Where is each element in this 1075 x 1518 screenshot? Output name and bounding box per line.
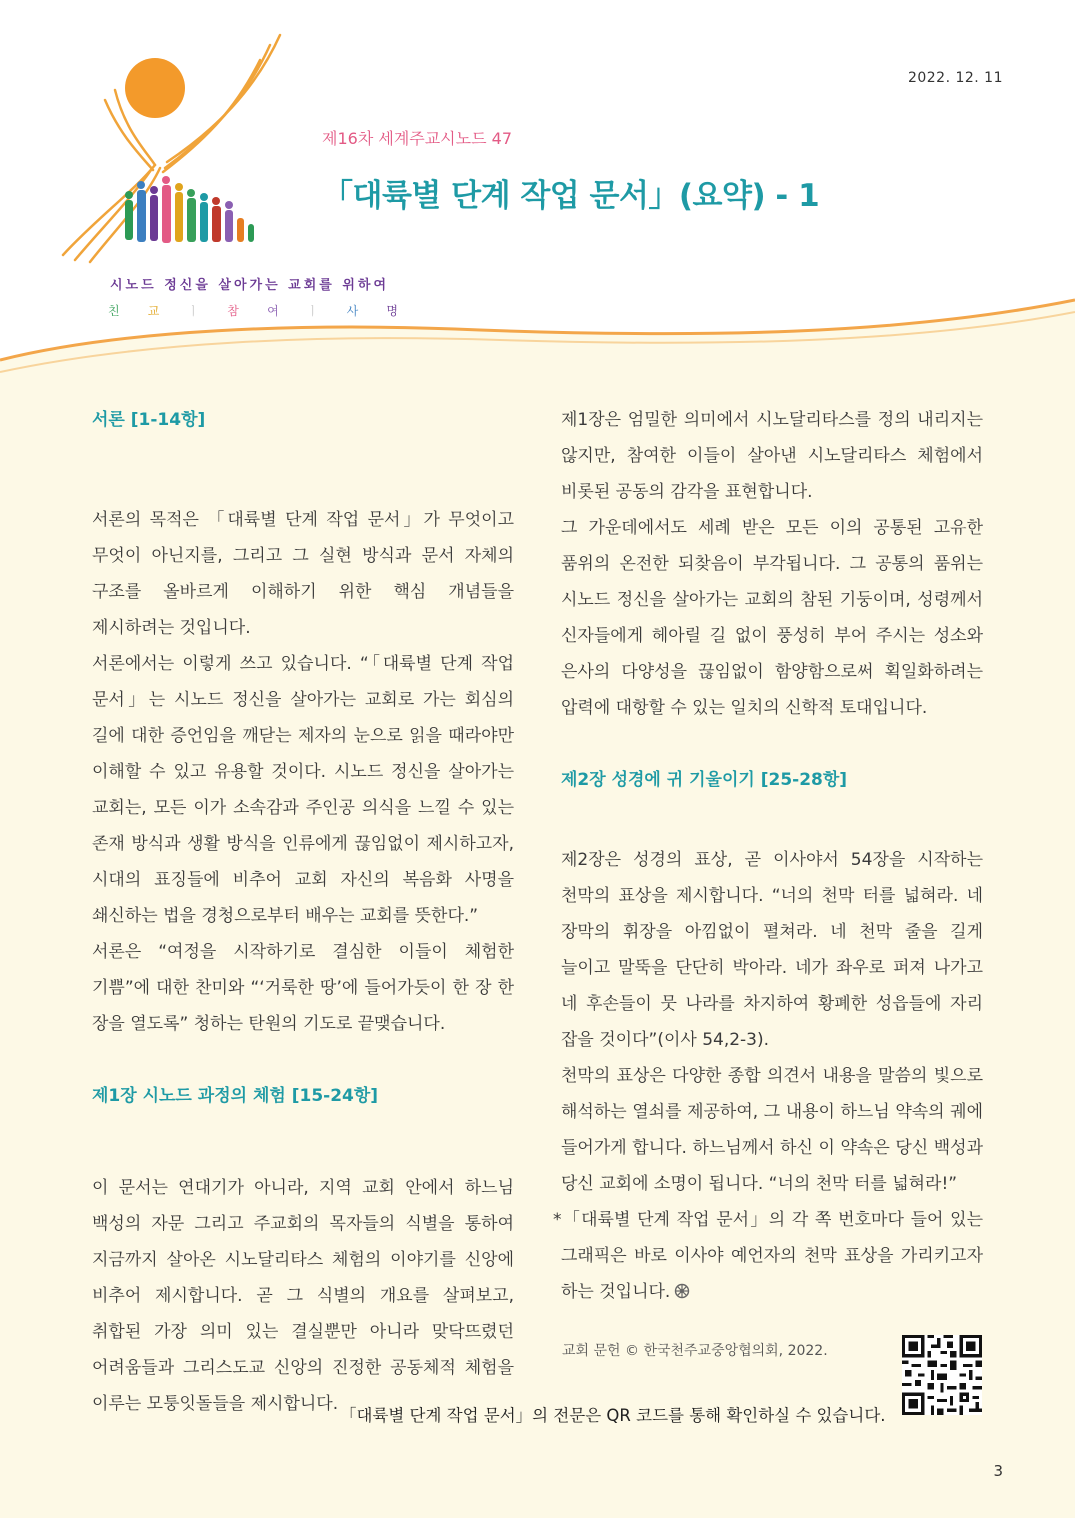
section-heading-introduction: 서론 [1-14항]	[92, 410, 206, 430]
section-heading-chapter2: 제2장 성경에 귀 기울이기 [25-28항]	[561, 770, 848, 790]
page-title: 「대륙별 단계 작업 문서」(요약) - 1	[322, 178, 820, 214]
synod-keywords	[108, 302, 398, 319]
paragraph: 이 문서는 연대기가 아니라, 지역 교회 안에서 하느님 백성의 자문 그리고 주교회의 목자들의 식별을 통하여 지금까지 살아온 시노달리타스 체험의 이야기를 신앙에 비추어 제시합니다. 곧 그 식별의 개요를 살펴보고, 취합된 가장 의미 있는 결실뿐만 아니라 맞닥뜨렸던 어려움들과 그리스도교 신앙의 진정한 공동체적 체험을 이루는 모퉁잇돌들을 제시합니다.	[92, 1178, 514, 1414]
keyword-separator: ㅣ	[306, 304, 319, 318]
keyword-char: 친	[108, 304, 120, 318]
paragraph: 서론에서는 이렇게 쓰고 있습니다. “「대륙별 단계 작업 문서」는 시노드 정신을 살아가는 교회로 가는 회심의 길에 대한 증언임을 깨닫는 제자의 눈으로 읽을 때라야만 이해할 수 있고 유용할 것이다. 시노드 정신을 살아가는 교회는, 모든 이가 소속감과 주인공 의식을 느낄 수 있는 존재 방식과 생활 방식을 인류에게 끊임없이 제시하고자, 시대의 표징들에 비추어 교회 자신의 복음화 사명을 쇄신하는 법을 경청으로부터 배우는 교회를 뜻한다.”	[92, 654, 514, 926]
paragraph: 제1장은 엄밀한 의미에서 시노달리타스를 정의 내리지는 않지만, 참여한 이들이 살아낸 시노달리타스 체험에서 비롯된 공동의 감각을 표현합니다.	[561, 410, 983, 502]
keyword-char: 참	[227, 304, 239, 318]
keyword-char: 명	[386, 304, 398, 318]
paragraph: 그 가운데에서도 세례 받은 모든 이의 공통된 고유한 품위의 온전한 되찾음이 부각됩니다. 그 공통의 품위는 시노드 정신을 살아가는 교회의 참된 기둥이며, 성령께서 신자들에게 헤아릴 길 없이 풍성히 부어 주시는 성소와 은사의 다양성을 끊임없이 함양함으로써 획일화하려는 압력에 대항할 수 있는 일치의 신학적 토대입니다.	[561, 518, 983, 718]
paragraph: 제2장은 성경의 표상, 곧 이사야서 54장을 시작하는 천막의 표상을 제시합니다. “너의 천막 터를 넓혀라. 네 장막의 휘장을 아낌없이 펼쳐라. 네 천막 줄을 길게 늘이고 말뚝을 단단히 박아라. 네가 좌우로 퍼져 나가고 네 후손들이 뭇 나라를 차지하여 황폐한 성읍들에 자리 잡을 것이다”(이사 54,2-3).	[561, 850, 983, 1050]
synod-slogan: 시노드 정신을 살아가는 교회를 위하여	[110, 278, 390, 293]
paragraph: 서론은 “여정을 시작하기로 결심한 이들이 체험한 기쁨”에 대한 찬미와 “‘거룩한 땅’에 들어가듯이 한 장 한 장을 열도록” 청하는 탄원의 기도로 끝맺습니다.	[92, 942, 514, 1034]
issue-date: 2022. 12. 11	[907, 70, 1003, 86]
copyright-notice: 교회 문헌 © 한국천주교중앙협의회, 2022.	[562, 1343, 828, 1359]
qr-code-icon[interactable]	[902, 1335, 982, 1415]
footnote-text: *「대륙별 단계 작업 문서」의 각 쪽 번호마다 들어 있는 그래픽은 바로 이사야 예언자의 천막 표상을 가리키고자 하는 것입니다.	[553, 1210, 983, 1302]
footnote	[553, 1202, 983, 1310]
left-column	[92, 402, 514, 1422]
keyword-separator: ㅣ	[187, 304, 200, 318]
keyword-char: 여	[267, 304, 279, 318]
paragraph: 천막의 표상은 다양한 종합 의견서 내용을 말씀의 빛으로 해석하는 열쇠를 제공하여, 그 내용이 하느님 약속의 궤에 들어가게 합니다. 하느님께서 하신 이 약속은 당신 백성과 당신 교회에 소명이 됩니다. “너의 천막 터를 넓혀라!”	[561, 1066, 983, 1194]
series-label: 제16차 세계주교시노드 47	[322, 129, 512, 148]
synod-logo-icon	[55, 30, 295, 270]
section-heading-chapter1: 제1장 시노드 과정의 체험 [15-24항]	[92, 1086, 379, 1106]
keyword-char: 사	[346, 304, 359, 318]
wheel-icon	[674, 1283, 690, 1299]
paragraph: 서론의 목적은 「대륙별 단계 작업 문서」가 무엇이고 무엇이 아닌지를, 그리고 그 실현 방식과 문서 자체의 구조를 올바르게 이해하기 위한 핵심 개념들을 제시하려는 것입니다.	[92, 510, 514, 638]
right-column	[553, 402, 983, 1310]
keyword-char: 교	[147, 304, 160, 318]
qr-caption: 「대륙별 단계 작업 문서」의 전문은 QR 코드를 통해 확인하실 수 있습니다.	[340, 1406, 886, 1425]
page-number: 3	[993, 1462, 1003, 1480]
